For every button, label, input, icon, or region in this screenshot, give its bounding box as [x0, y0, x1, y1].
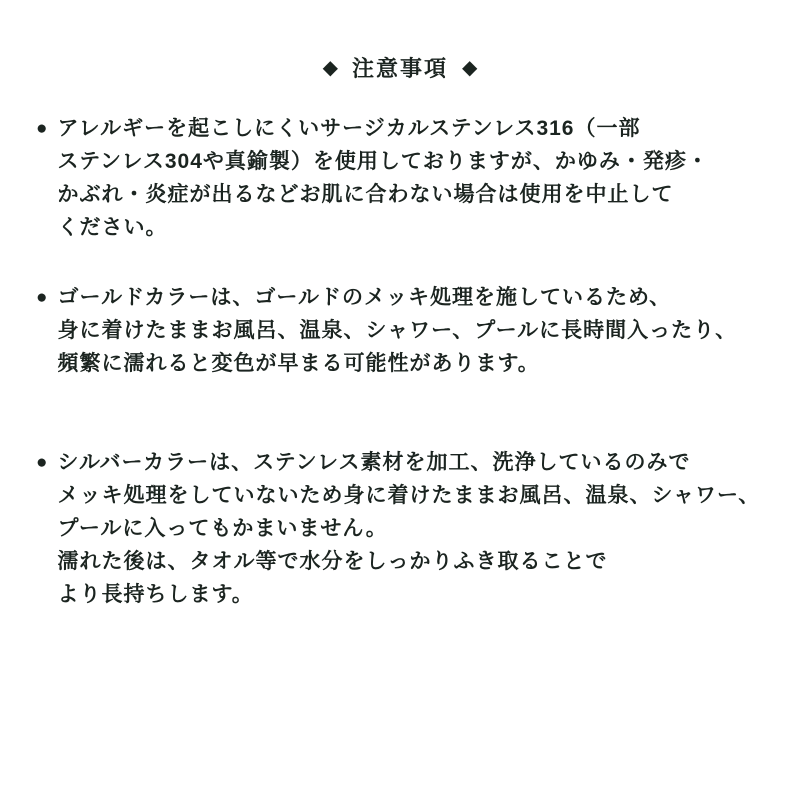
notice-line: かぶれ・炎症が出るなどお肌に合わない場合は使用を中止して	[57, 183, 674, 206]
bullet-icon: ●	[36, 452, 48, 473]
notice-line: 濡れた後は、タオル等で水分をしっかりふき取ることで	[57, 550, 608, 573]
notice-item-gold-color	[36, 281, 737, 380]
notice-line: 身に着けたままお風呂、温泉、シャワー、プールに長時間入ったり、	[57, 319, 738, 342]
notice-line: 頻繁に濡れると変色が早まる可能性があります。	[57, 352, 540, 375]
page-title-text: 注意事項	[351, 56, 448, 81]
notice-line: ください。	[57, 216, 168, 239]
diamond-right-icon: ◆	[462, 57, 478, 79]
bullet-icon: ●	[36, 118, 48, 139]
notice-line: メッキ処理をしていないため身に着けたままお風呂、温泉、シャワー、	[57, 484, 761, 507]
notice-text	[57, 112, 708, 244]
notice-line: アレルギーを起こしにくいサージカルステンレス316（一部	[57, 117, 641, 140]
notice-line: より長持ちします。	[57, 583, 254, 606]
notice-text	[57, 281, 737, 380]
diamond-left-icon: ◆	[322, 57, 338, 79]
notice-item-allergy	[36, 112, 709, 244]
notice-line: プールに入ってもかまいません。	[57, 517, 388, 540]
notice-item-silver-color	[36, 446, 760, 611]
bullet-icon: ●	[36, 287, 48, 308]
notice-line: ステンレス304や真鍮製）を使用しておりますが、かゆみ・発疹・	[57, 150, 709, 173]
notice-line: シルバーカラーは、ステンレス素材を加工、洗浄しているのみで	[57, 451, 691, 474]
notice-line: ゴールドカラーは、ゴールドのメッキ処理を施しているため、	[57, 286, 672, 309]
page-title	[0, 52, 800, 83]
notice-text	[57, 446, 760, 611]
